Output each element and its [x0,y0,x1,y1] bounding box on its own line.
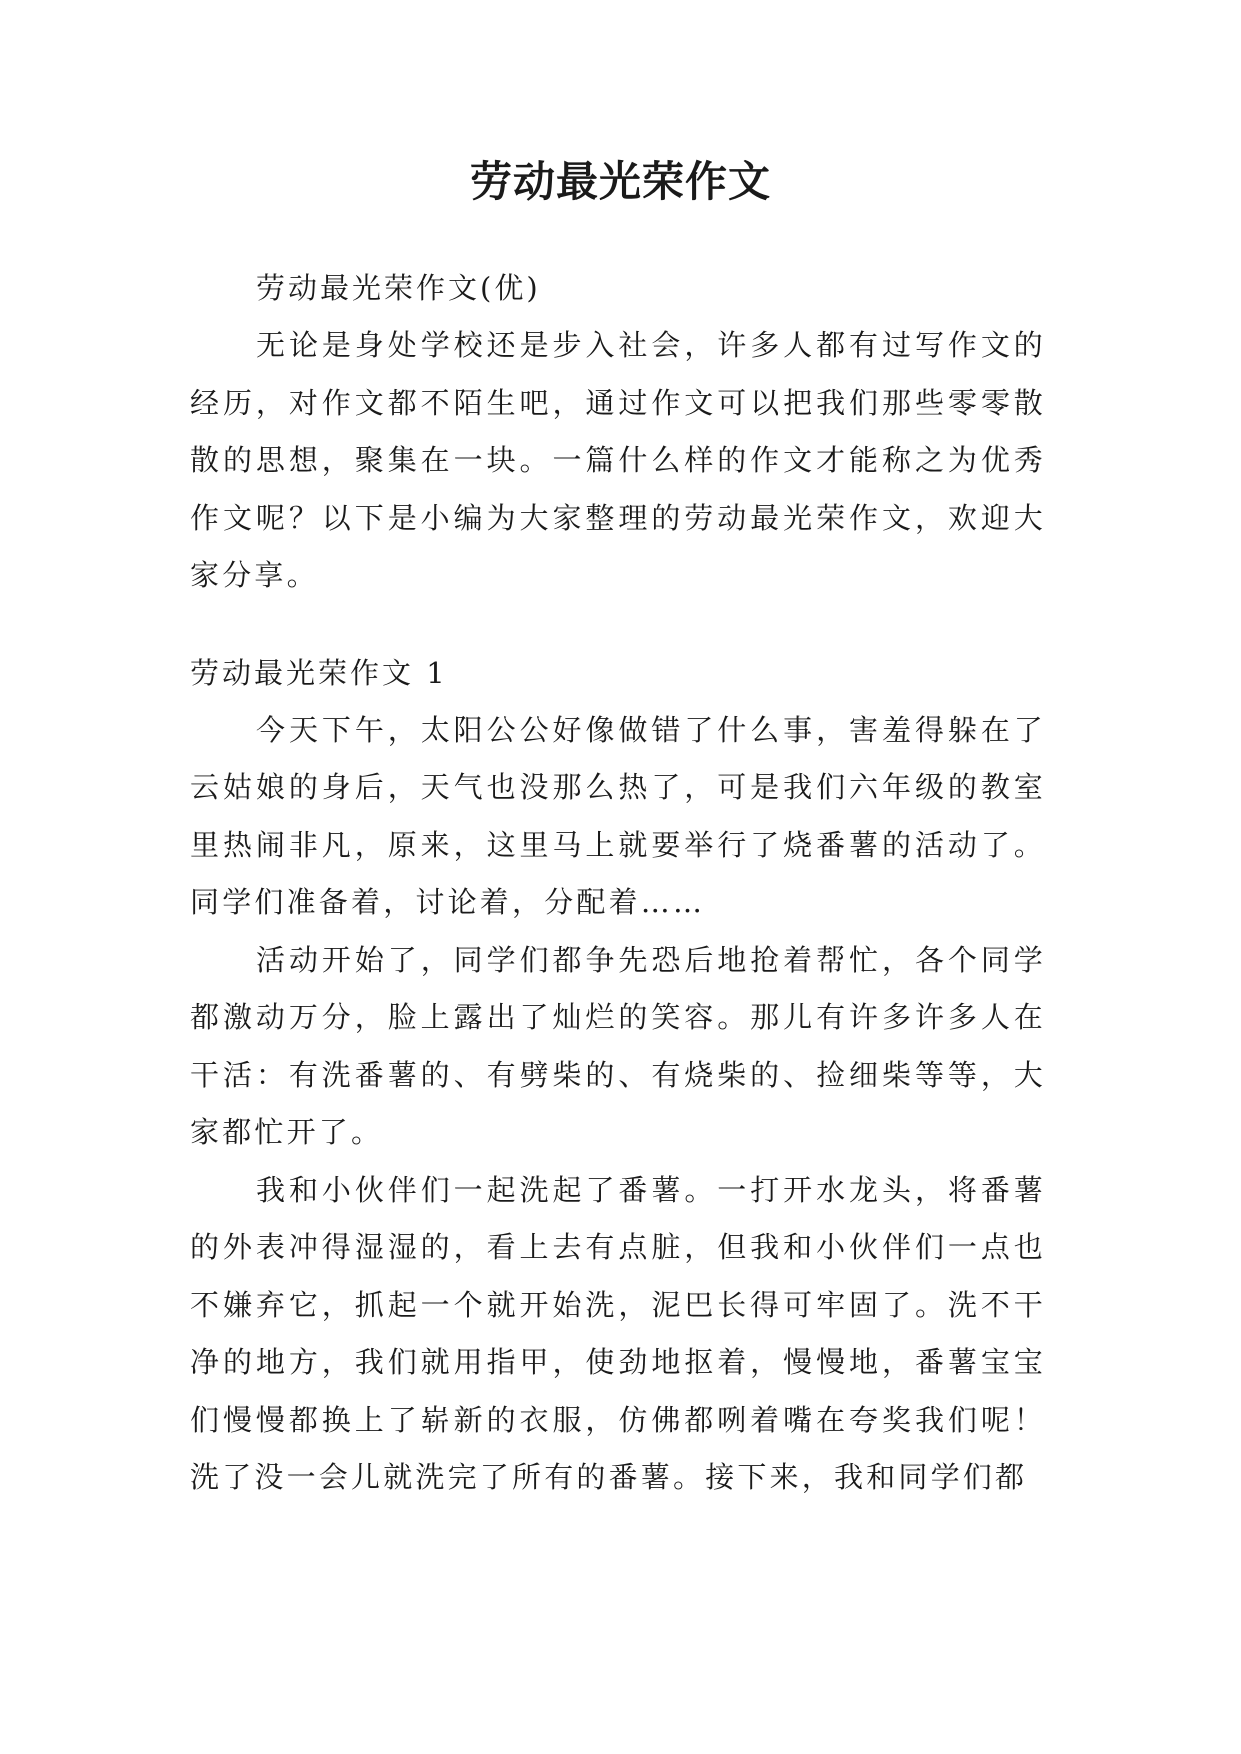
document-title: 劳动最光荣作文 [469,157,771,206]
body-paragraph-2: 活动开始了，同学们都争先恐后地抢着帮忙，各个同学都激动万分，脸上露出了灿烂的笑容。那儿有许多许多人在干活：有洗番薯的、有劈柴的、有烧柴的、捡细柴等等，大家都忙开了。 [190,942,1046,1149]
intro-paragraph: 无论是身处学校还是步入社会，许多人都有过写作文的经历，对作文都不陌生吧，通过作文可以把我们那些零零散散的思想，聚集在一块。一篇什么样的作文才能称之为优秀作文呢？以下是小编为大家整理的劳动最光荣作文，欢迎大家分享。 [190,328,1046,592]
section-heading: 劳动最光荣作文 1 [190,655,448,690]
body-paragraph-3: 我和小伙伴们一起洗起了番薯。一打开水龙头，将番薯的外表冲得湿湿的，看上去有点脏，但我和小伙伴们一点也不嫌弃它，抓起一个就开始洗，泥巴长得可牢固了。洗不干净的地方，我们就用指甲，使劲地抠着，慢慢地，番薯宝宝们慢慢都换上了崭新的衣服，仿佛都咧着嘴在夸奖我们呢！洗了没一会儿就洗完了所有的番薯。接下来，我和同学们都 [190,1172,1046,1494]
body-paragraph-1: 今天下午，太阳公公好像做错了什么事，害羞得躲在了云姑娘的身后，天气也没那么热了，可是我们六年级的教室里热闹非凡，原来，这里马上就要举行了烧番薯的活动了。同学们准备着，讨论着，分配着…… [190,712,1046,919]
document-subtitle: 劳动最光荣作文(优) [256,271,541,305]
document-body [190,260,1046,1507]
